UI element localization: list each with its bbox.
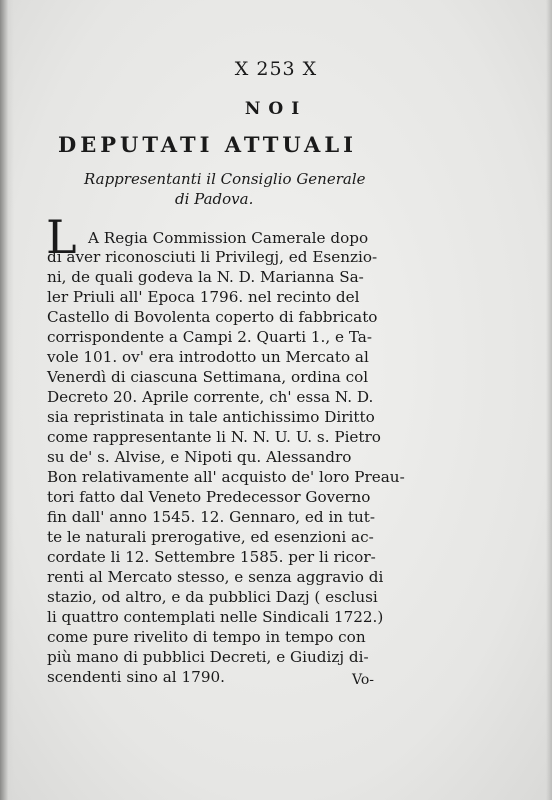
body-line: stazio, od altro, e da pubblici Dazj ( esclusi	[47, 588, 378, 606]
body-line: cordate li 12. Settembre 1585. per li ricor-	[47, 548, 376, 566]
body-line: sia repristinata in tale antichissimo Diritto	[47, 408, 375, 426]
body-line: Venerdì di ciascuna Settimana, ordina col	[47, 368, 369, 386]
body-line: Castello di Bovolenta coperto di fabbricato	[47, 308, 378, 326]
body-line: di aver riconosciuti li Privilegj, ed Esenzio-	[47, 248, 378, 266]
page-edge	[546, 0, 552, 800]
gutter-shadow	[0, 0, 14, 800]
body-line: tori fatto dal Veneto Predecessor Governo	[47, 488, 371, 506]
body-line: Decreto 20. Aprile corrente, ch' essa N. D.	[47, 388, 374, 406]
body-line: A Regia Commission Camerale dopo	[88, 229, 369, 247]
body-line: più mano di pubblici Decreti, e Giudizj di-	[47, 648, 369, 666]
page-number: X 253 X	[234, 58, 318, 80]
subheading: DEPUTATI ATTUALI	[58, 132, 357, 157]
body-line: ni, de quali godeva la N. D. Marianna Sa-	[47, 268, 364, 286]
body-line: fin dall' anno 1545. 12. Gennaro, ed in tut-	[47, 508, 376, 526]
drop-cap: L	[46, 210, 77, 264]
addressee-line-2: di Padova.	[175, 190, 254, 208]
body-line: scendenti sino al 1790.	[47, 668, 225, 686]
body-line: come pure rivelito di tempo in tempo con	[47, 628, 366, 646]
body-line: come rappresentante li N. N. U. U. s. Pietro	[47, 428, 381, 446]
body-line: corrispondente a Campi 2. Quarti 1., e Ta-	[47, 328, 372, 346]
catchword: Vo-	[352, 672, 374, 688]
addressee-line-1: Rappresentanti il Consiglio Generale	[84, 170, 366, 188]
heading: NOI	[244, 99, 308, 119]
body-line: te le naturali prerogative, ed esenzioni ac-	[47, 528, 374, 546]
body-line: renti al Mercato stesso, e senza aggravio di	[47, 568, 384, 586]
body-line: su de' s. Alvise, e Nipoti qu. Alessandro	[47, 448, 352, 466]
body-line: ler Priuli all' Epoca 1796. nel recinto del	[47, 288, 360, 306]
body-line: li quattro contemplati nelle Sindicali 1722.)	[47, 608, 384, 626]
body-line: vole 101. ov' era introdotto un Mercato al	[47, 348, 369, 366]
body-line: Bon relativamente all' acquisto de' loro Preau-	[47, 468, 405, 486]
